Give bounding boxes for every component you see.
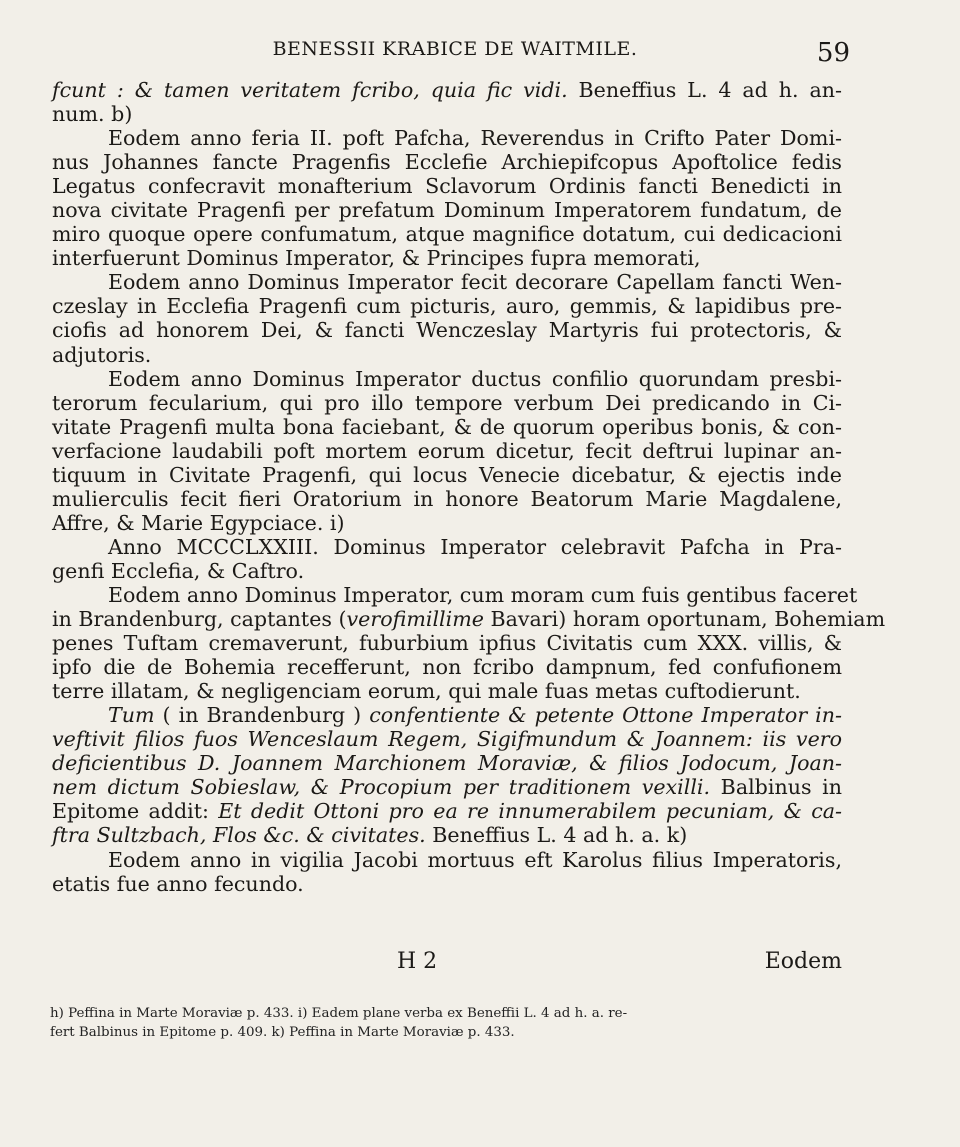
text-line: penes Tuftam cremaverunt, fuburbium ipfius Civitatis cum XXX. villis, & <box>52 631 842 656</box>
text-line: Epitome addit: Et dedit Ottoni pro ea re innumerabilem pecuniam, & ca- <box>52 799 842 824</box>
text-line: vitate Pragenfi multa bona faciebant, & de quorum operibus bonis, & con- <box>52 414 842 439</box>
text-line: miro quoque opere confumatum, atque magnifice dotatum, cui dedicacioni <box>52 222 842 247</box>
text-line: nem dictum Sobieslaw, & Procopium per traditionem vexilli. Balbinus in <box>52 775 842 800</box>
text-line: nus Johannes fancte Pragenfis Ecclefie Archiepifcopus Apoftolice fedis <box>52 150 842 175</box>
text-line: Eodem anno Dominus Imperator, cum moram cum fuis gentibus faceret <box>108 582 858 607</box>
text-line: ftra Sultzbach, Flos &c. & civitates. Beneffius L. 4 ad h. a. k) <box>52 823 688 848</box>
text-line: ciofis ad honorem Dei, & fancti Wenczeslay Martyris fui protectoris, & <box>52 318 842 343</box>
footnote-line: h) Peffina in Marte Moraviæ p. 433. i) Eadem plane verba ex Beneffii L. 4 ad h. a. re- <box>50 1006 628 1021</box>
text-line: interfuerunt Dominus Imperator, & Principes fupra memorati, <box>52 246 701 271</box>
text-line: terorum fecularium, qui pro illo tempore verbum Dei predicando in Ci- <box>52 390 842 415</box>
page-number: 59 <box>816 38 850 68</box>
text-line: verfacione laudabili poft mortem eorum dicetur, fecit deftrui lupinar an- <box>52 438 842 463</box>
text-line: mulierculis fecit fieri Oratorium in honore Beatorum Marie Magdalene, <box>52 486 842 511</box>
catchword: Eodem <box>764 949 842 974</box>
text-line: num. b) <box>52 102 133 127</box>
running-head <box>60 38 850 68</box>
text-line: Legatus confecravit monafterium Sclavorum Ordinis fancti Benedicti in <box>52 174 842 199</box>
text-line: Eodem anno Dominus Imperator ductus confilio quorundam presbi- <box>108 366 842 391</box>
text-line: Eodem anno Dominus Imperator fecit decorare Capellam fancti Wen- <box>108 270 842 295</box>
text-line: czeslay in Ecclefia Pragenfi cum picturis, auro, gemmis, & lapidibus pre- <box>52 294 842 319</box>
text-line: adjutoris. <box>52 342 152 367</box>
text-line: Eodem anno feria II. poft Pafcha, Reverendus in Crifto Pater Domi- <box>108 126 842 151</box>
text-line: fcunt : & tamen veritatem fcribo, quia fic vidi. Beneffius L. 4 ad h. an- <box>52 78 842 102</box>
footnotes <box>50 1004 850 1042</box>
text-line: deficientibus D. Joannem Marchionem Moraviæ, & filios Jodocum, Joan- <box>52 751 842 776</box>
running-title: BENESSII KRABICE DE WAITMILE. <box>272 38 638 60</box>
text-line: Eodem anno in vigilia Jacobi mortuus eft Karolus filius Imperatoris, <box>108 847 842 872</box>
signature-mark: H 2 <box>397 949 438 974</box>
text-line: etatis fue anno fecundo. <box>52 871 304 896</box>
text-line: veftivit filios fuos Wenceslaum Regem, Sigifmundum & Joannem: iis vero <box>52 727 842 752</box>
signature-line <box>52 949 842 977</box>
text-line: terre illatam, & negligenciam eorum, qui male fuas metas cuftodierunt. <box>52 679 801 704</box>
text-line: Tum ( in Brandenburg ) confentiente & petente Ottone Imperator in- <box>108 703 842 728</box>
text-line: genfi Ecclefia, & Caftro. <box>52 558 305 583</box>
text-line: Anno MCCCLXXIII. Dominus Imperator celebravit Pafcha in Pra- <box>108 534 842 559</box>
text-line: nova civitate Pragenfi per prefatum Dominum Imperatorem fundatum, de <box>52 198 842 223</box>
text-line: Affre, & Marie Egypciace. i) <box>52 510 345 535</box>
text-line: in Brandenburg, captantes (verofimillime Bavari) horam oportunam, Bohemiam <box>52 607 886 632</box>
text-line: tiquum in Civitate Pragenfi, qui locus Venecie dicebatur, & ejectis inde <box>52 462 842 487</box>
footnote-line: fert Balbinus in Epitome p. 409. k) Peffina in Marte Moraviæ p. 433. <box>50 1025 515 1040</box>
text-line: ipfo die de Bohemia recefferunt, non fcribo dampnum, fed confufionem <box>52 655 842 680</box>
main-text <box>52 78 886 896</box>
